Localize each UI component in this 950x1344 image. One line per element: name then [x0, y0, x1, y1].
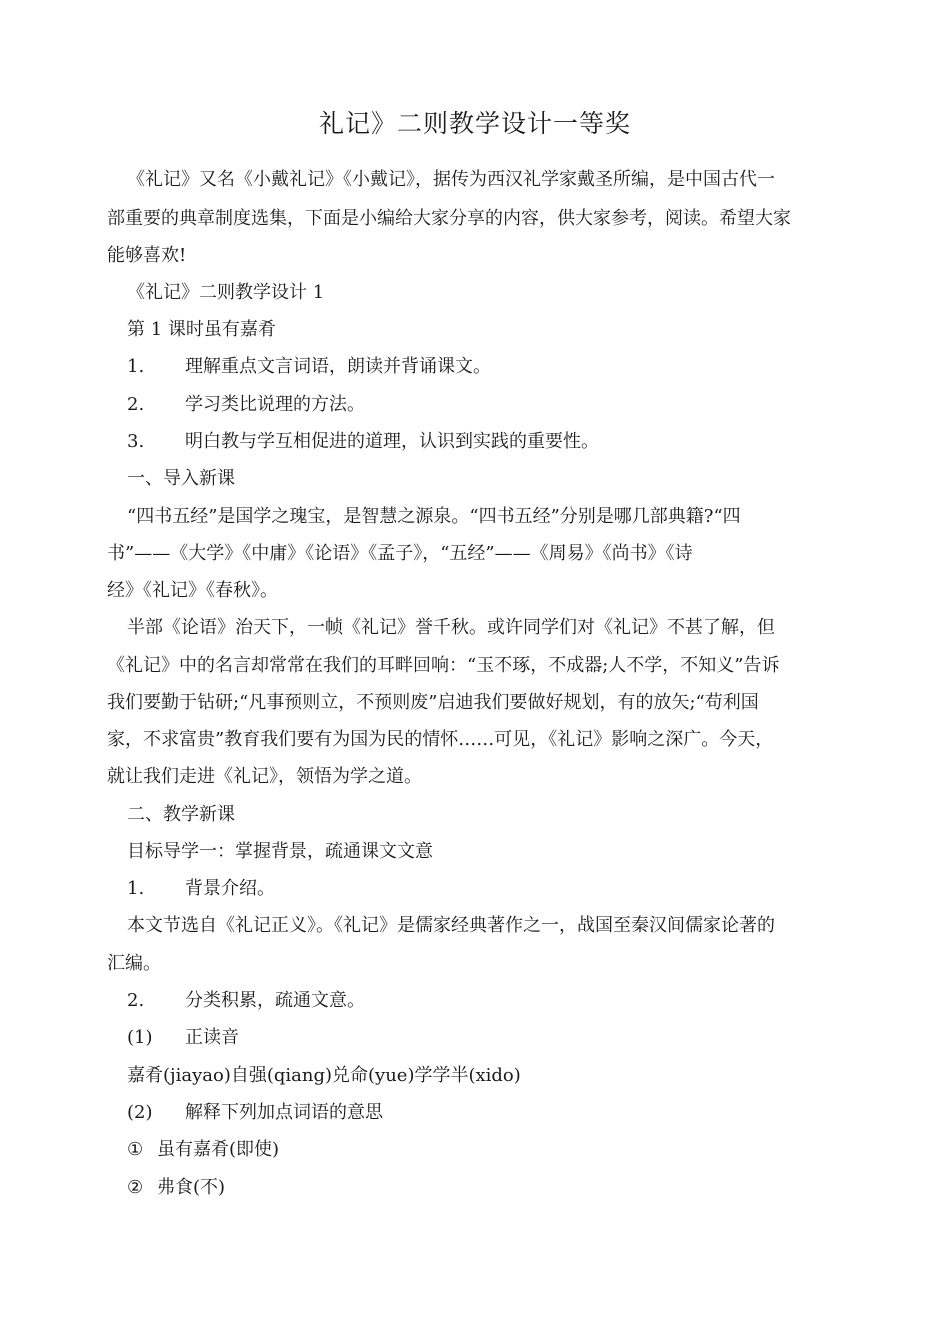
sub-text: 解释下列加点词语的意思 — [185, 1102, 383, 1123]
paragraph-line: 我们要勤于钻研;“凡事预则立，不预则废”启迪我们要做好规划，有的放矢;“苟利国 — [107, 692, 759, 713]
goal-number: 3. — [127, 431, 145, 452]
step-text: 分类积累，疏通文意。 — [185, 990, 365, 1011]
circled-number: ② — [127, 1177, 144, 1198]
goal-number: 1. — [127, 356, 145, 377]
goal-item — [127, 396, 365, 414]
goal-text: 明白教与学互相促进的道理，认识到实践的重要性。 — [185, 431, 599, 452]
word-item — [127, 1141, 279, 1159]
intro-line: 能够喜欢! — [107, 245, 187, 266]
circled-number: ① — [127, 1139, 144, 1160]
step-number: 1. — [127, 878, 145, 899]
paragraph-line: 家，不求富贵”教育我们要有为国为民的情怀……可见，《礼记》影响之深广。今天， — [107, 729, 774, 750]
paragraph-line: 《礼记》中的名言却常常在我们的耳畔回响：“玉不琢，不成器;人不学，不知义”告诉 — [107, 655, 780, 676]
document-title: 礼记》二则教学设计一等奖 — [318, 109, 631, 138]
paragraph-line: 书”——《大学》《中庸》《论语》《孟子》，“五经”——《周易》《尚书》《诗 — [107, 543, 693, 564]
intro-line: 部重要的典章制度选集，下面是小编给大家分享的内容，供大家参考，阅读。希望大家 — [107, 208, 791, 229]
sub-text: 正读音 — [185, 1027, 239, 1048]
paragraph-line: “四书五经”是国学之瑰宝，是智慧之源泉。“四书五经”分别是哪几部典籍?“四 — [127, 506, 741, 527]
pinyin-line: 嘉肴(jiayao)自强(qiang)兑命(yue)学学半(xido) — [127, 1065, 521, 1086]
section-heading: 二、教学新课 — [127, 804, 235, 825]
paragraph-line: 汇编。 — [107, 953, 161, 974]
goal-item — [127, 433, 599, 451]
intro-line: 《礼记》又名《小戴礼记》《小戴记》，据传为西汉礼学家戴圣所编，是中国古代一 — [127, 169, 775, 190]
target-heading: 目标导学一：掌握背景，疏通课文文意 — [127, 841, 433, 862]
sub-item — [127, 1029, 239, 1047]
paragraph-line: 就让我们走进《礼记》，领悟为学之道。 — [107, 766, 422, 787]
word-text: 弗食(不) — [157, 1177, 226, 1198]
step-number: 2. — [127, 990, 145, 1011]
sub-item — [127, 1104, 383, 1122]
word-text: 虽有嘉肴(即使) — [157, 1139, 280, 1160]
lesson-title: 第 1 课时虽有嘉肴 — [127, 319, 276, 340]
goal-item — [127, 358, 491, 376]
step-item — [127, 992, 365, 1010]
section-heading: 一、导入新课 — [127, 468, 235, 489]
paragraph-line: 本文节选自《礼记正义》。《礼记》是儒家经典著作之一，战国至秦汉间儒家论著的 — [127, 915, 775, 936]
subtitle: 《礼记》二则教学设计 1 — [127, 282, 325, 303]
paragraph-line: 经》《礼记》《春秋》。 — [107, 580, 278, 601]
goal-text: 学习类比说理的方法。 — [185, 394, 365, 415]
goal-number: 2. — [127, 394, 145, 415]
word-item — [127, 1179, 225, 1197]
step-text: 背景介绍。 — [185, 878, 275, 899]
step-item — [127, 880, 275, 898]
sub-number: (2) — [127, 1102, 153, 1123]
sub-number: (1) — [127, 1027, 153, 1048]
paragraph-line: 半部《论语》治天下，一帧《礼记》誉千秋。或许同学们对《礼记》不甚了解，但 — [127, 617, 775, 638]
goal-text: 理解重点文言词语，朗读并背诵课文。 — [185, 356, 491, 377]
